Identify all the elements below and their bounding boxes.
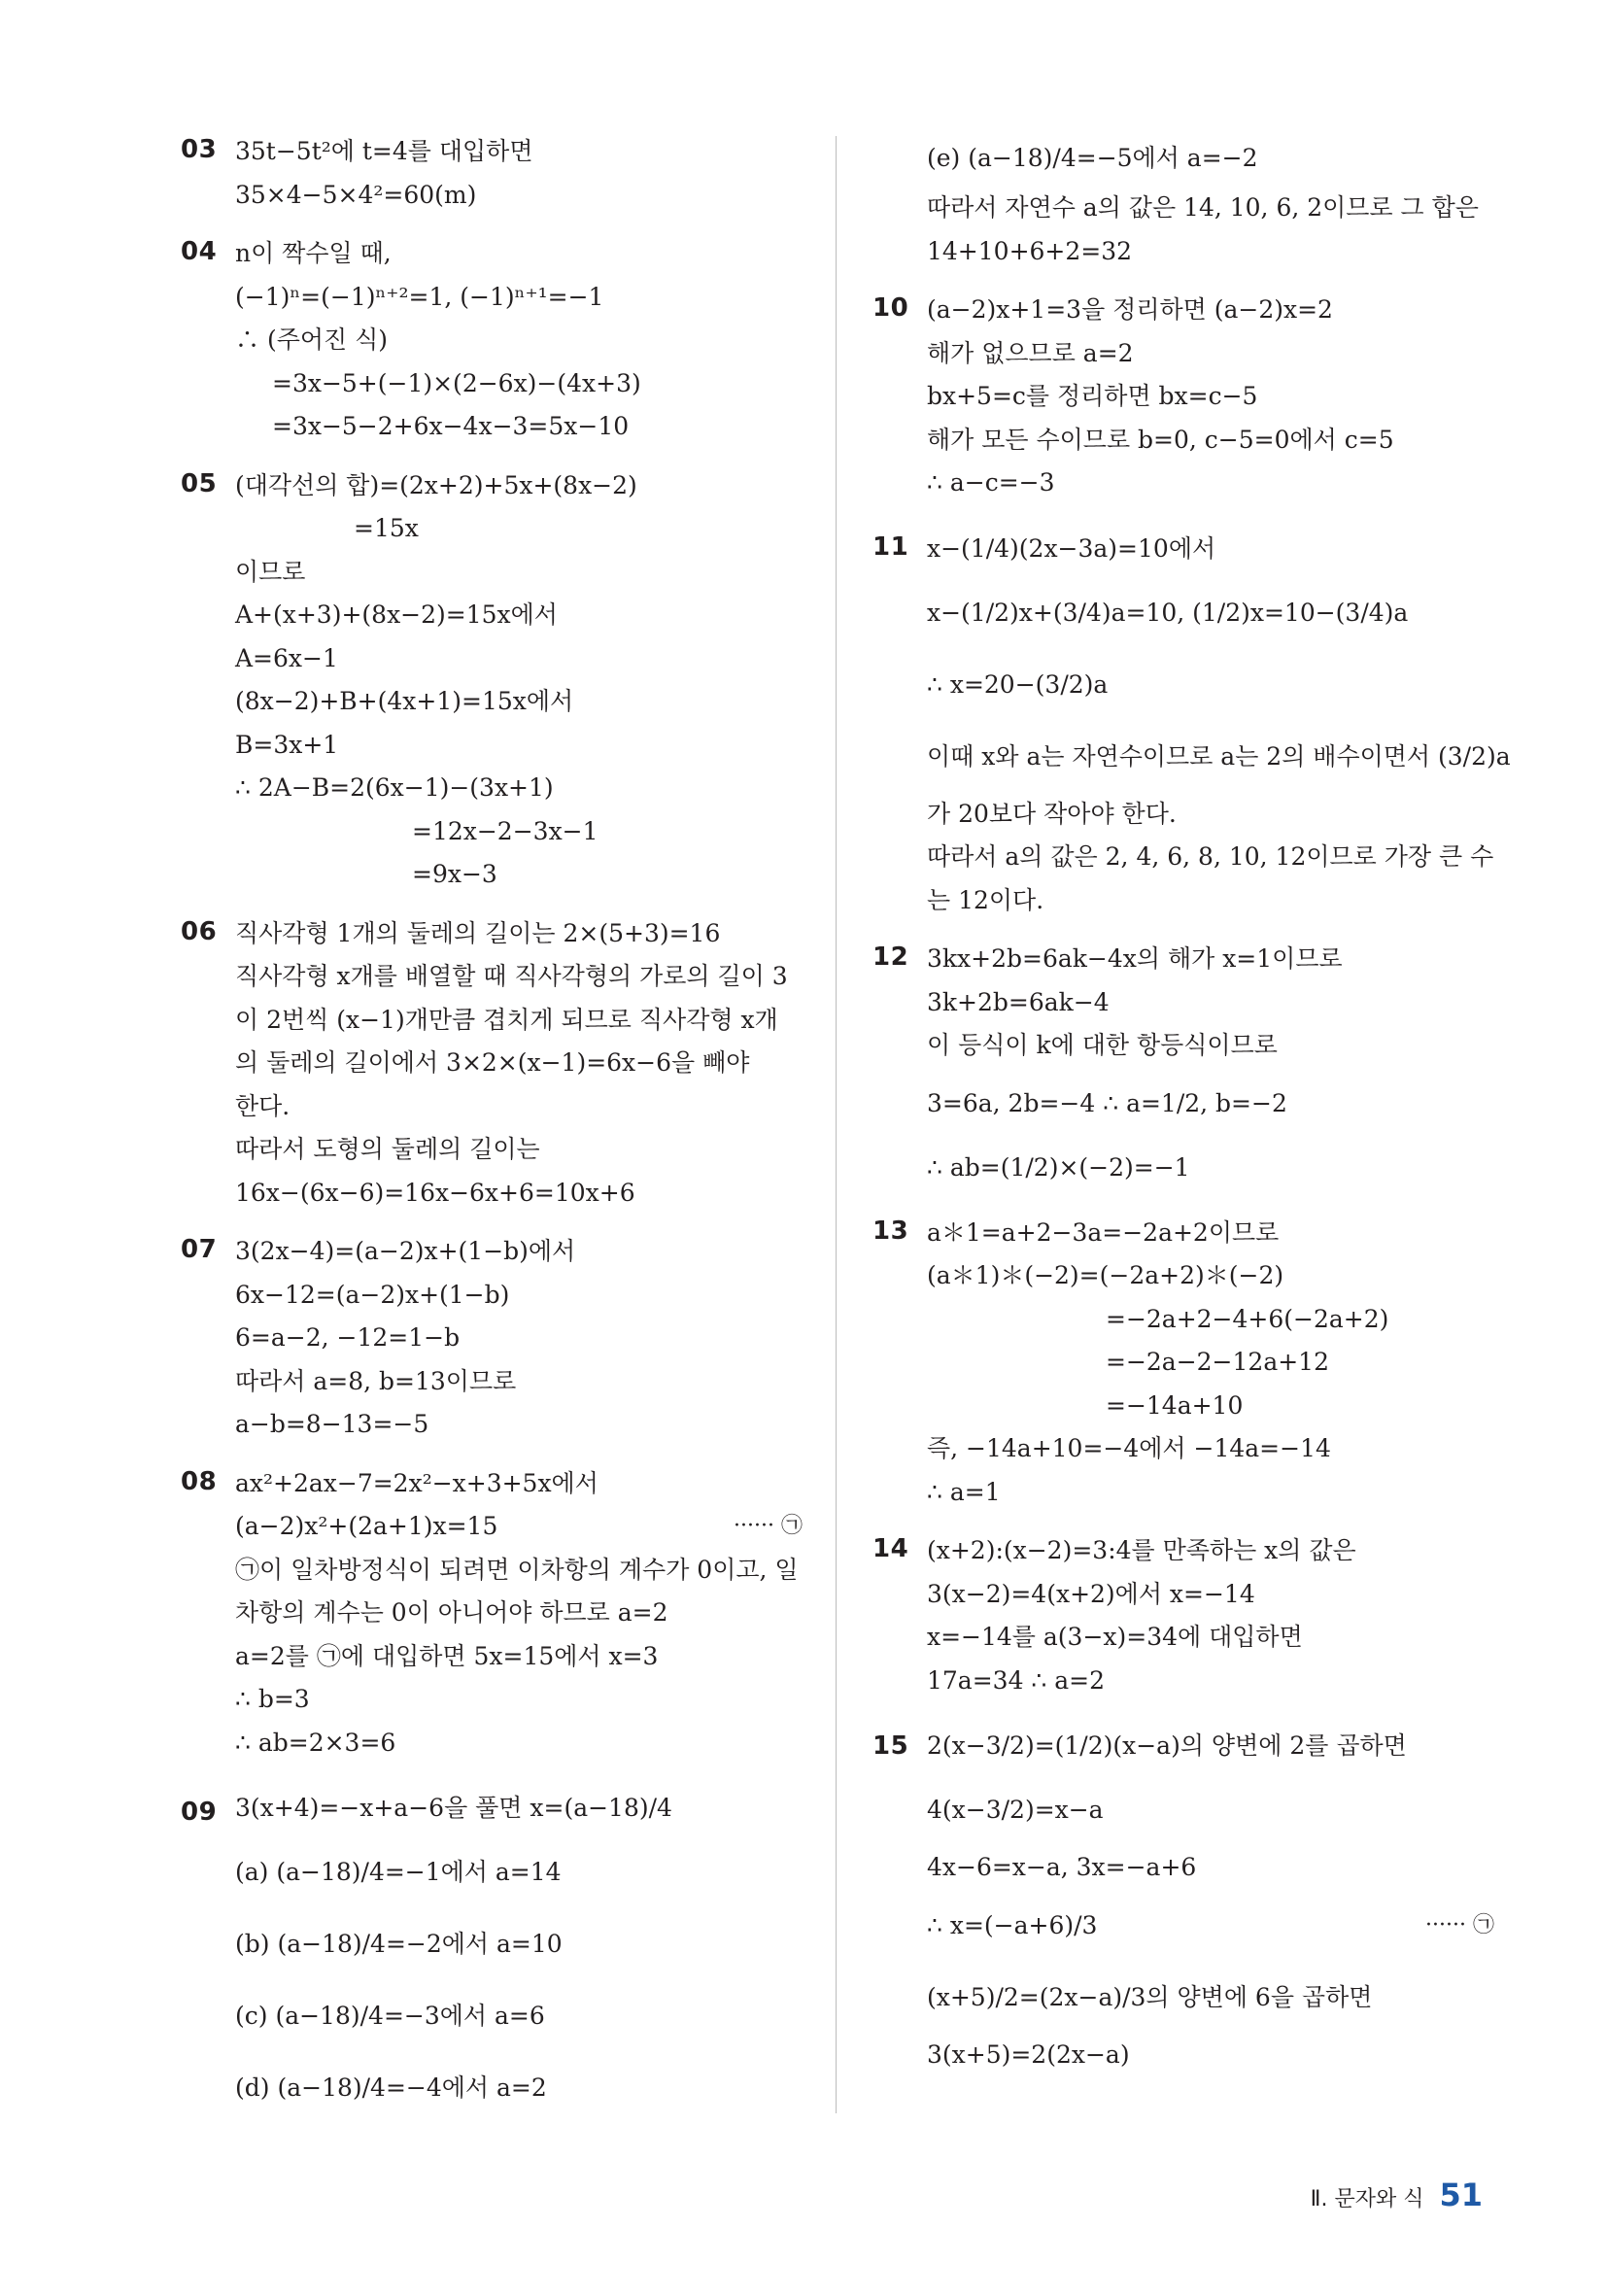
solution-line: B=3x+1 [235, 730, 339, 759]
problem-number: 05 [181, 468, 218, 498]
problem-05 [181, 464, 803, 897]
problem-13 [872, 1212, 1494, 1515]
problem-07 [181, 1230, 803, 1447]
solution-line: A=6x−1 [235, 643, 338, 672]
solution-line: a＊1=a+2−3a=−2a+2이므로 [927, 1217, 1280, 1247]
page-number: 51 [1439, 2176, 1483, 2213]
solution-line: (c) (a−18)/4=−3에서 a=6 [235, 2002, 545, 2030]
solution-line: 6x−12=(a−2)x+(1−b) [235, 1280, 510, 1309]
solution-line: 35×4−5×4²=60(m) [235, 180, 477, 209]
problem-number: 11 [872, 531, 909, 562]
solution-line: 17a=34 ∴ a=2 [927, 1665, 1106, 1695]
solution-line: x=−14를 a(3−x)=34에 대입하면 [927, 1623, 1303, 1651]
left-column [181, 130, 803, 2140]
solution-line: (a) (a−18)/4=−1에서 a=14 [235, 1858, 562, 1886]
solution-line: 는 12이다. [927, 885, 1044, 914]
solution-line: n이 짝수일 때, [235, 239, 392, 267]
equation-text: ∴ x=(−a+6)/3 [927, 1910, 1098, 1939]
solution-line: (대각선의 합)=(2x+2)+5x+(8x−2) [235, 470, 637, 499]
solution-line: 6=a−2, −12=1−b [235, 1323, 461, 1352]
solution-line: 이 등식이 k에 대한 항등식이므로 [927, 1031, 1278, 1059]
problem-number: 08 [181, 1466, 218, 1496]
problem-08 [181, 1462, 803, 1765]
solution-line: 16x−(6x−6)=16x−6x+6=10x+6 [235, 1178, 635, 1207]
problem-number: 03 [181, 135, 218, 164]
solution-line: 따라서 a=8, b=13이므로 [235, 1366, 517, 1395]
solution-line: 한다. [235, 1091, 291, 1120]
solution-line: 이 2번씩 (x−1)개만큼 겹치게 되므로 직사각형 x개 [235, 1005, 778, 1034]
solution-line: 3k+2b=6ak−4 [927, 987, 1110, 1016]
solution-line: ∴ a=1 [927, 1477, 1001, 1506]
equation-marker: ······ ㉠ [1425, 1912, 1494, 1937]
problem-15 [872, 1718, 1494, 2076]
solution-line: ㉠이 일차방정식이 되려면 이차항의 계수가 0이고, 일 [235, 1555, 799, 1584]
solution-line: 따라서 도형의 둘레의 길이는 [235, 1135, 540, 1163]
solution-line: x−(1/4)(2x−3a)=10에서 [927, 533, 1216, 563]
solution-line: =−2a−2−12a+12 [1106, 1348, 1329, 1376]
solution-line: =−14a+10 [1106, 1390, 1244, 1420]
right-column [872, 130, 1511, 2092]
problem-number: 10 [872, 293, 909, 323]
solution-line: x−(1/2)x+(3/4)a=10, (1/2)x=10−(3/4)a [927, 598, 1409, 627]
solution-line: (8x−2)+B+(4x+1)=15x에서 [235, 687, 574, 715]
problem-number: 06 [181, 916, 218, 946]
solution-line: =12x−2−3x−1 [412, 816, 598, 845]
problem-06 [181, 912, 803, 1216]
solution-line: ax²+2ax−7=2x²−x+3+5x에서 [235, 1468, 598, 1497]
solution-line: =3x−5−2+6x−4x−3=5x−10 [272, 412, 630, 440]
solution-line: 따라서 a의 값은 2, 4, 6, 8, 10, 12이므로 가장 큰 수 [927, 842, 1494, 871]
problem-number: 09 [181, 1798, 218, 1827]
equation-marker: ······ ㉠ [734, 1514, 803, 1538]
solution-line: 직사각형 x개를 배열할 때 직사각형의 가로의 길이 3 [235, 962, 788, 990]
solution-line: 14+10+6+2=32 [927, 236, 1133, 265]
solution-line [927, 1890, 1494, 1962]
solution-line: 따라서 자연수 a의 값은 14, 10, 6, 2이므로 그 합은 [927, 193, 1479, 222]
page-footer [1311, 2176, 1483, 2213]
solution-line: A+(x+3)+(8x−2)=15x에서 [235, 600, 558, 629]
solution-line: (−1)ⁿ=(−1)ⁿ⁺²=1, (−1)ⁿ⁺¹=−1 [235, 282, 604, 311]
solution-line: ∴ b=3 [235, 1685, 310, 1713]
problem-number: 14 [872, 1534, 909, 1563]
section-label: Ⅱ. 문자와 식 [1310, 2187, 1424, 2211]
solution-line: (e) (a−18)/4=−5에서 a=−2 [927, 144, 1258, 172]
equation-text: (a−2)x²+(2a+1)x=15 [235, 1512, 498, 1540]
solution-line: 4(x−3/2)=x−a [927, 1796, 1104, 1824]
solution-line: 3kx+2b=6ak−4x의 해가 x=1이므로 [927, 944, 1343, 973]
solution-line: a−b=8−13=−5 [235, 1410, 429, 1438]
solution-line: ∴ (주어진 식) [235, 326, 389, 354]
solution-line: 의 둘레의 길이에서 3×2×(x−1)=6x−6을 빼야 [235, 1048, 750, 1077]
solution-line: (x+5)/2=(2x−a)/3의 양변에 6을 곱하면 [927, 1982, 1373, 2011]
solution-line: 3(2x−4)=(a−2)x+(1−b)에서 [235, 1237, 576, 1265]
solution-line: 해가 모든 수이므로 b=0, c−5=0에서 c=5 [927, 425, 1394, 454]
solution-line: ∴ ab=2×3=6 [235, 1728, 396, 1757]
solution-line: (d) (a−18)/4=−4에서 a=2 [235, 2073, 547, 2102]
solution-line: 이므로 [235, 557, 306, 586]
solution-line: 차항의 계수는 0이 아니어야 하므로 a=2 [235, 1598, 668, 1627]
solution-line: ∴ x=20−(3/2)a [927, 669, 1109, 699]
solution-line: 직사각형 1개의 둘레의 길이는 2×(5+3)=16 [235, 918, 721, 947]
solution-line: =9x−3 [412, 860, 497, 888]
solution-line: 3(x−2)=4(x+2)에서 x=−14 [927, 1579, 1255, 1608]
solution-line: 3(x+4)=−x+a−6을 풀면 x=(a−18)/4 [235, 1794, 672, 1822]
solution-line: ∴ 2A−B=2(6x−1)−(3x+1) [235, 773, 554, 802]
solution-line: 즉, −14a+10=−4에서 −14a=−14 [927, 1434, 1331, 1462]
solution-line: bx+5=c를 정리하면 bx=c−5 [927, 382, 1258, 410]
solution-line: (x+2):(x−2)=3:4를 만족하는 x의 값은 [927, 1536, 1356, 1564]
problem-number: 15 [872, 1731, 909, 1761]
solution-line: (a＊1)＊(−2)=(−2a+2)＊(−2) [927, 1261, 1284, 1289]
solution-line: 3(x+5)=2(2x−a) [927, 2039, 1130, 2069]
problem-14 [872, 1529, 1494, 1702]
problem-10 [872, 289, 1494, 505]
problem-11 [872, 521, 1511, 923]
solution-line: 4x−6=x−a, 3x=−a+6 [927, 1853, 1197, 1881]
solution-line: 35t−5t²에 t=4를 대입하면 [235, 137, 533, 165]
problem-12 [872, 938, 1494, 1196]
problem-09 [181, 1780, 803, 2124]
solution-line: 2(x−3/2)=(1/2)(x−a)의 양변에 2를 곱하면 [927, 1731, 1407, 1760]
solution-line: (b) (a−18)/4=−2에서 a=10 [235, 1930, 563, 1958]
problem-04 [181, 232, 803, 449]
solution-line: ∴ ab=(1/2)×(−2)=−1 [927, 1152, 1190, 1182]
solution-line: =−2a+2−4+6(−2a+2) [1106, 1304, 1389, 1333]
problem-03 [181, 130, 803, 217]
problem-number: 12 [872, 942, 909, 972]
column-divider [836, 136, 837, 2113]
problem-number: 04 [181, 237, 218, 266]
solution-line: 이때 x와 a는 자연수이므로 a는 2의 배수이면서 (3/2)a [927, 741, 1511, 771]
problem-number: 07 [181, 1235, 218, 1264]
solution-line: ∴ a−c=−3 [927, 468, 1055, 497]
solution-line: =3x−5+(−1)×(2−6x)−(4x+3) [272, 368, 641, 397]
solution-line [235, 1505, 803, 1549]
solution-line: 가 20보다 작아야 한다. [927, 799, 1177, 828]
solution-line: a=2를 ㉠에 대입하면 5x=15에서 x=3 [235, 1641, 659, 1670]
problem-09-continued [872, 130, 1494, 273]
solution-line: 해가 없으므로 a=2 [927, 338, 1134, 367]
solution-line: =15x [354, 514, 419, 542]
problem-number: 13 [872, 1216, 909, 1246]
solution-line: 3=6a, 2b=−4 ∴ a=1/2, b=−2 [927, 1088, 1287, 1117]
solution-line: (a−2)x+1=3을 정리하면 (a−2)x=2 [927, 295, 1333, 324]
